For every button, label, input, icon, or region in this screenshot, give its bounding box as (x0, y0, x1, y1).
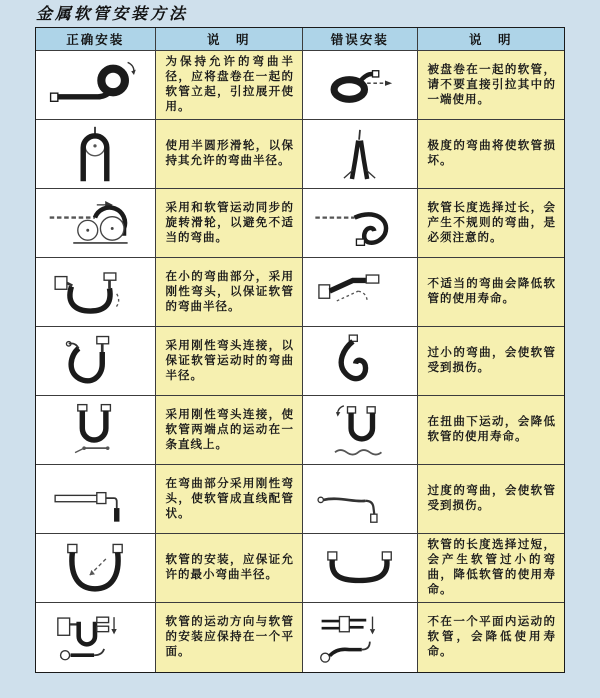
same-plane-motion-illustration (42, 609, 148, 667)
minimum-bend-radius-illustration (42, 539, 148, 597)
description-text: 采用和软管运动同步的旋转滑轮，以避免不适当的弯曲。 (165, 201, 294, 244)
correct-illustration-cell (36, 465, 156, 534)
too-small-bend-illustration (310, 332, 410, 390)
wrong-description (418, 534, 564, 603)
correct-illustration-cell (36, 258, 156, 327)
correct-illustration-cell (36, 603, 156, 672)
description-text: 在扭曲下运动，会降低软管的使用寿命。 (427, 416, 556, 443)
wrong-illustration-cell (303, 258, 418, 327)
description-text: 为保持允许的弯曲半径，应将盘卷在一起的软管立起，引拉展开使用。 (165, 56, 294, 113)
description-text: 软管的长度选择过短，会产生软管过小的弯曲，降低软管的使用寿命。 (427, 539, 556, 596)
wrong-description (418, 120, 564, 189)
correct-description (156, 120, 303, 189)
wrong-illustration-cell (303, 603, 418, 672)
description-text: 软管的运动方向与软管的安装应保持在一个平面。 (165, 616, 294, 658)
wrong-illustration-cell (303, 327, 418, 396)
description-text: 不在一个平面内运动的软管，会降低使用寿命。 (427, 616, 556, 658)
description-text: 采用刚性弯头连接，使软管两端点的运动在一条直线上。 (165, 408, 294, 451)
straight-piping-elbow-illustration (42, 470, 148, 528)
correct-description (156, 396, 303, 465)
wrong-description (418, 327, 564, 396)
correct-description (156, 189, 303, 258)
excessive-end-bend-illustration (310, 470, 410, 528)
coiled-hose-stood-up-illustration (42, 56, 148, 114)
header-wrong-installation: 错误安装 (303, 28, 418, 51)
description-text: 软管长度选择过长，会产生不规则的弯曲，是必须注意的。 (427, 201, 556, 244)
description-text: 过小的弯曲，会使软管受到损伤。 (427, 347, 556, 374)
description-text: 在弯曲部分采用刚性弯头，使软管成直线配管状。 (165, 477, 294, 520)
wrong-illustration-cell (303, 534, 418, 603)
coil-pulled-from-end-illustration (310, 56, 410, 114)
wrong-description (418, 51, 564, 120)
improper-angular-bend-illustration (310, 263, 410, 321)
correct-illustration-cell (36, 189, 156, 258)
correct-illustration-cell (36, 534, 156, 603)
wrong-description (418, 189, 564, 258)
header-explanation-2: 说 明 (418, 28, 564, 51)
irregular-loop-illustration (310, 194, 410, 252)
wrong-description (418, 465, 564, 534)
rotating-pulleys-illustration (42, 194, 148, 252)
rigid-elbow-connection-illustration (42, 332, 148, 390)
wrong-illustration-cell (303, 465, 418, 534)
wrong-illustration-cell (303, 189, 418, 258)
correct-illustration-cell (36, 120, 156, 189)
description-text: 不适当的弯曲会降低软管的使用寿命。 (427, 278, 556, 305)
correct-illustration-cell (36, 396, 156, 465)
hose-over-pulley-illustration (42, 125, 148, 183)
wrong-illustration-cell (303, 120, 418, 189)
wrong-description (418, 258, 564, 327)
description-text: 采用刚性弯头连接，以保证软管运动时的弯曲半径。 (165, 339, 294, 382)
correct-description (156, 258, 303, 327)
header-correct-installation: 正确安装 (36, 28, 156, 51)
u-hose-in-line-motion-illustration (42, 401, 148, 459)
page-title: 金属软管安装方法 (36, 4, 189, 23)
sharp-point-bend-illustration (310, 125, 410, 183)
correct-description (156, 327, 303, 396)
correct-description (156, 51, 303, 120)
installation-methods-table (35, 27, 565, 673)
wrong-description (418, 603, 564, 672)
wrong-illustration-cell (303, 51, 418, 120)
description-text: 软管的安装，应保证允许的最小弯曲半径。 (165, 554, 294, 581)
correct-description (156, 603, 303, 672)
correct-description (156, 534, 303, 603)
torsion-motion-illustration (310, 401, 410, 459)
header-explanation-1: 说 明 (156, 28, 303, 51)
correct-illustration-cell (36, 327, 156, 396)
out-of-plane-motion-illustration (310, 609, 410, 667)
description-text: 使用半圆形滑轮，以保持其允许的弯曲半径。 (165, 140, 294, 167)
description-text: 极度的弯曲将使软管损坏。 (427, 140, 556, 167)
correct-illustration-cell (36, 51, 156, 120)
wrong-description (418, 396, 564, 465)
correct-description (156, 465, 303, 534)
description-text: 在小的弯曲部分，采用刚性弯头，以保证软管的弯曲半径。 (165, 270, 294, 313)
shallow-bend-short-hose-illustration (310, 539, 410, 597)
description-text: 过度的弯曲，会使软管受到损伤。 (427, 485, 556, 512)
wrong-illustration-cell (303, 396, 418, 465)
rigid-elbow-small-bend-illustration (42, 263, 148, 321)
description-text: 被盘卷在一起的软管，请不要直接引拉其中的一端使用。 (427, 63, 556, 106)
